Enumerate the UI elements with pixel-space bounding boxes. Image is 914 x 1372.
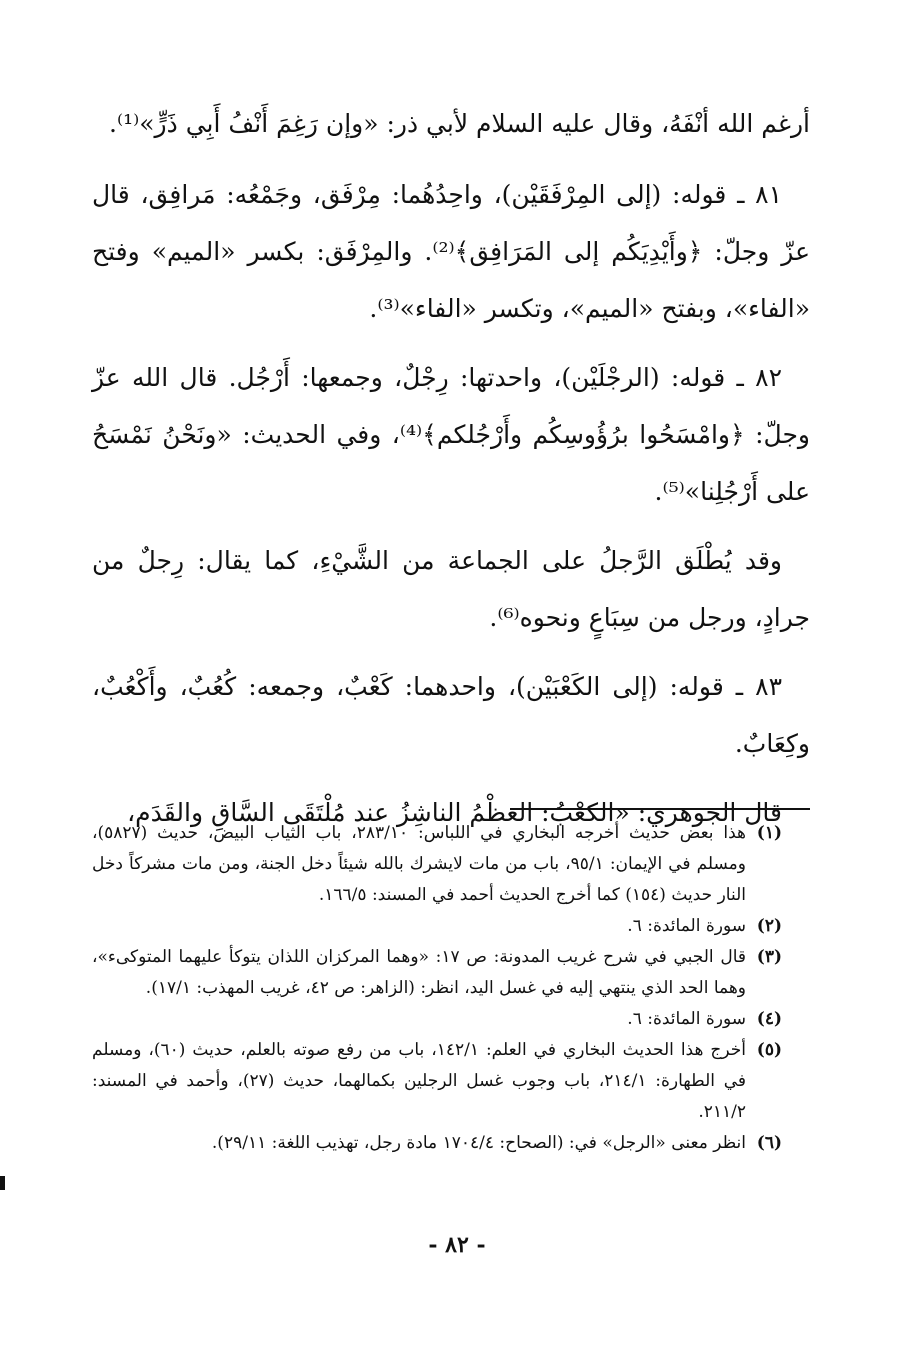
footnote-2 bbox=[92, 911, 782, 942]
scan-edge-mark bbox=[0, 1176, 5, 1190]
footnote-number: (٥) bbox=[756, 1040, 782, 1060]
footnote-text: قال الجبي في شرح غريب المدونة: ص ١٧: «وهما المركزان اللذان يتوكأ عليهما المتوكىء»، وهما الحد الذي ينتهي إليه في غسل اليد، انظر: (الزاهر: ص ٤٢، غريب المهذب: ١٧/١). bbox=[92, 947, 746, 998]
footnote-number: (٤) bbox=[756, 1009, 782, 1029]
paragraph-81-elbows: ٨١ ـ قوله: (إلى المِرْفَقَيْن)، واحِدُهُما: مِرْفَق، وجَمْعُه: مَرافِق، قال عزّ وجلّ: ﴿وأَيْدِيَكُم إلى المَرَافِق﴾⁽²⁾. والمِرْفَق: بكسر «الميم» وفتح «الفاء»، وبفتح «الميم»، وتكسر «الفاء»⁽³⁾. bbox=[92, 180, 810, 323]
footnote-number: (٢) bbox=[756, 916, 782, 936]
footnote-text: انظر معنى «الرجل» في: (الصحاح: ١٧٠٤/٤ مادة رجل، تهذيب اللغة: ٢٩/١١). bbox=[211, 1133, 746, 1153]
footnote-number: (٦) bbox=[756, 1133, 782, 1153]
page-number: - ٨٢ - bbox=[428, 1232, 486, 1258]
paragraph-rajul-group: وقد يُطْلَق الرَّجلُ على الجماعة من الشَّيْءِ، كما يقال: رِجلٌ من جرادٍ، ورجل من سِبَاعٍ ونحوه⁽⁶⁾. bbox=[92, 546, 810, 632]
footnote-text: هذا بعض حديث أخرجه البخاري في اللباس: ٢٨٣/١٠، باب الثياب البيض، حديث (٥٨٢٧)، ومسلم في الإيمان: ٩٥/١، باب من مات لايشرك بالله شيئاً دخل الجنة، ومن مات مشركاً دخل النار حديث (١٥٤) كما أخرج الحديث أحمد في المسند: ١٦٦/٥. bbox=[92, 823, 747, 905]
footnotes bbox=[92, 818, 782, 1159]
footnote-text: سورة المائدة: ٦. bbox=[627, 1009, 746, 1029]
footnote-4 bbox=[92, 1004, 782, 1035]
footnote-text: أخرج هذا الحديث البخاري في العلم: ١٤٢/١، باب من رفع صوته بالعلم، حديث (٦٠)، ومسلم في الطهارة: ٢١٤/١، باب وجوب غسل الرجلين بكمالهما، حديث (٢٧)، وأحمد في المسند: ٢١١/٢. bbox=[92, 1040, 747, 1122]
footnote-number: (٣) bbox=[756, 947, 782, 967]
footnote-number: (١) bbox=[756, 823, 782, 843]
paragraph-jawhari-quote: قال الجوهري: «الكعْبُ: العظْمُ الناشِزُ عند مُلْتَقَى السَّاقِ والقَدَم، bbox=[127, 798, 782, 827]
paragraph-83-ankles: ٨٣ ـ قوله: (إلى الكَعْبَيْن)، واحدهما: كَعْبٌ، وجمعه: كُعُبٌ، وأَكْعُبٌ، وكِعَابٌ. bbox=[92, 672, 810, 758]
footnote-3 bbox=[92, 942, 782, 1004]
footnote-5 bbox=[92, 1035, 782, 1128]
main-text bbox=[92, 95, 810, 853]
footnote-separator bbox=[510, 808, 810, 810]
footnote-6 bbox=[92, 1128, 782, 1159]
paragraph-1: أرغم الله أنْفَهُ، وقال عليه السلام لأبي ذر: «وإن رَغِمَ أَنْفُ أَبِي ذَرٍّ»⁽¹⁾. bbox=[109, 109, 810, 138]
footnote-1 bbox=[92, 818, 782, 911]
paragraph-82-feet: ٨٢ ـ قوله: (الرجْلَيْن)، واحدتها: رِجْلٌ، وجمعها: أَرْجُل. قال الله عزّ وجلّ: ﴿وامْسَحُوا برُؤُوسِكُم وأَرْجُلكم﴾⁽⁴⁾، وفي الحديث: «ونَحْنُ نَمْسَحُ على أَرْجُلِنا»⁽⁵⁾. bbox=[92, 363, 810, 506]
footnote-text: سورة المائدة: ٦. bbox=[627, 916, 746, 936]
